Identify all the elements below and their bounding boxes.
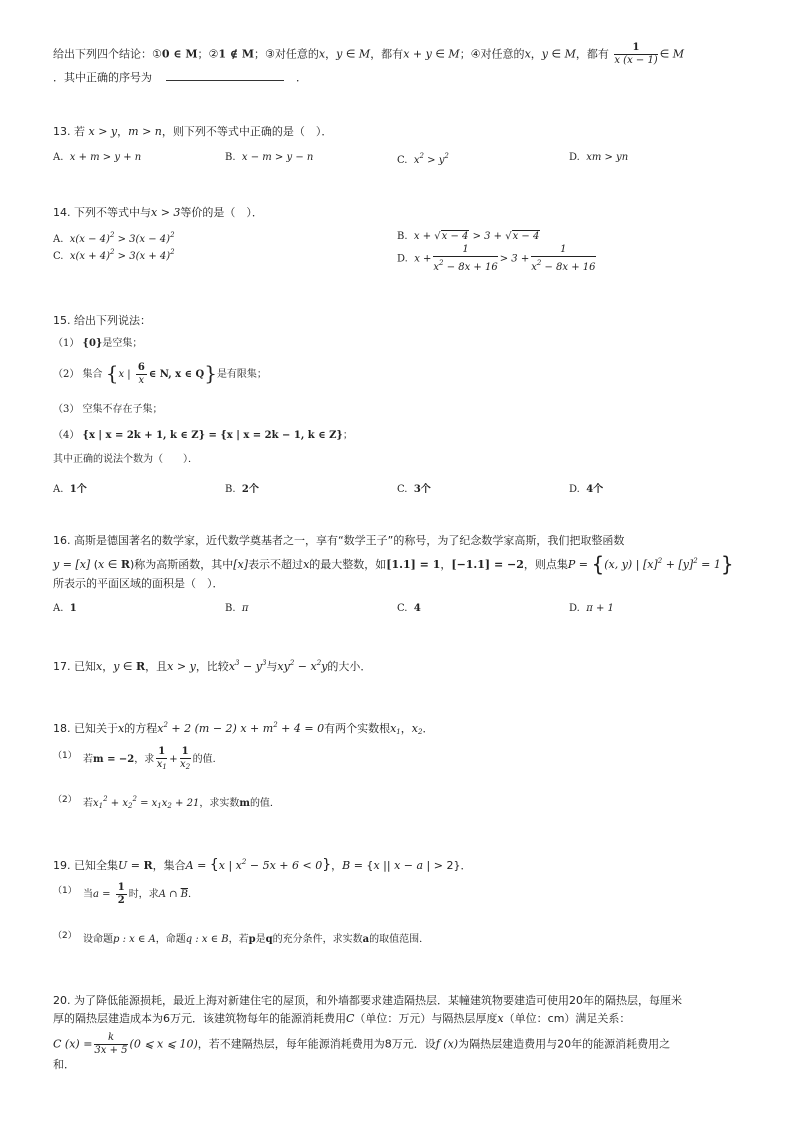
q15-item-2: （2） 集合 {x | $\frac{6}{x}$ ∈ N, x ∈ Q}是有限集； <box>53 361 267 386</box>
q15-item-1: （1） {0}是空集； <box>53 338 143 349</box>
question-20-line4: 和． <box>53 1058 75 1071</box>
question-17: 17. 已知x，y ∈ R，且x > y，比较$x^3 - y^3$与$xy^2 - x^2y$的大小． <box>53 659 372 673</box>
q15-option-d[interactable]: D. 4个 <box>569 484 604 495</box>
answer-blank[interactable] <box>166 70 284 81</box>
q13-option-a[interactable]: A. x + m > y + n <box>53 152 142 163</box>
q15-item-3: （3） 空集不存在子集； <box>53 404 163 415</box>
q13-option-c[interactable]: C. $x^2 > y^2$ <box>397 152 449 166</box>
q13-option-b[interactable]: B. x − m > y − n <box>225 152 314 163</box>
intro-line1: 给出下列四个结论：① <box>53 47 162 61</box>
q16-option-d[interactable]: D. π + 1 <box>569 603 614 614</box>
q13-option-d[interactable]: D. xm > yn <box>569 152 629 163</box>
question-15-stem: 15. 给出下列说法： <box>53 314 151 327</box>
q15-item-4: （4） {x | x = 2k + 1, k ∈ Z} = {x | x = 2k − 1, k ∈ Z}； <box>53 430 353 441</box>
question-19-stem: 19. 已知全集U = R，集合A = {x | $x^2 - 5x + 6 < 0$}，B = {x || x − a | > 2}． <box>53 857 472 873</box>
q15-conclusion: 其中正确的说法个数为（ ）． <box>53 454 198 465</box>
question-20-line2: 厚的隔热层建造成本为6万元．该建筑物每年的能源消耗费用C（单位：万元）与隔热层厚度x（单位：cm）满足关系： <box>53 1012 631 1025</box>
q14-option-a[interactable]: A. $x(x - 4)^2 > 3(x - 4)^2$ <box>53 231 175 245</box>
q15-option-a[interactable]: A. 1个 <box>53 484 87 495</box>
q16-option-a[interactable]: A. 1 <box>53 603 77 614</box>
q14-option-b[interactable]: B. x + √x − 4 > 3 + √x − 4 <box>397 231 540 242</box>
question-14-stem: 14. 下列不等式中与x > 3等价的是（ ）． <box>53 206 263 219</box>
q14-option-d[interactable]: D. x + $\frac{1}{x^2 - 8x + 16}$ > 3 + $\frac{1}{x^2 - 8x + 16}$ <box>397 244 596 273</box>
q18-part-2: （2） 若$x_1^2 + x_2^2 = x_1x_2 + 21$，求实数m的值． <box>53 795 280 810</box>
question-20-line1: 20. 为了降低能源损耗，最近上海对新建住宅的屋顶，和外墙都要求建造隔热层．某幢建筑物要建造可使用20年的隔热层，每厘米 <box>53 994 682 1007</box>
question-13-stem: 13. 若 x > y，m > n，则下列不等式中正确的是（ ）． <box>53 125 333 138</box>
question-16-line1: 16. 高斯是德国著名的数学家，近代数学奠基者之一，享有“数学王子”的称号，为了纪念数学家高斯，我们把取整函数 <box>53 534 625 547</box>
q14-option-c[interactable]: C. $x(x + 4)^2 > 3(x + 4)^2$ <box>53 248 175 262</box>
fraction: $\frac{1}{x (x - 1)}$ <box>614 42 658 66</box>
q15-option-b[interactable]: B. 2个 <box>225 484 259 495</box>
question-20-line3: C (x) = $\frac{k}{3x + 5}$ (0 ⩽ x ⩽ 10)，若不建隔热层，每年能源消耗费用为8万元．设f (x)为隔热层建造费用与20年的能源消耗费用之 <box>53 1032 671 1056</box>
intro-question: 给出下列四个结论：①0 ∈ M；②1 ∉ M；③对任意的x，y ∈ M，都有x + y ∈ M；④对任意的x，y ∈ M，都有 $\frac{1}{x (x - 1)}$ ∈ M <box>53 42 685 66</box>
question-18-stem: 18. 已知关于x的方程$x^2 + 2$ (m − 2) $x + m^2 + 4 = 0$有两个实数根$x_1$，$x_2$． <box>53 721 434 736</box>
q16-option-c[interactable]: C. 4 <box>397 603 421 614</box>
question-16-line2: y = [x] (x ∈ R)称为高斯函数，其中[x]表示不超过x的最大整数，如[1.1] = 1，[−1.1] = −2，则点集P = {(x, y) | $[x]^2 + [y]^2 = 1$} <box>53 552 734 576</box>
question-16-line3: 所表示的平面区域的面积是（ ）． <box>53 577 224 590</box>
q18-part-1: （1） 若m = −2，求 $\frac{1}{x_1}$ + $\frac{1}{x_2}$ 的值． <box>53 746 223 771</box>
q16-option-b[interactable]: B. π <box>225 603 249 614</box>
intro-answer-line: ．其中正确的序号为 ． <box>53 71 307 84</box>
q19-part-2: （2） 设命题p : x ∈ A，命题q : x ∈ B，若p是q的充分条件，求实数a的取值范围． <box>53 931 430 945</box>
q19-part-1: （1） 当a = $\frac{1}{2}$ 时，求A ∩ $\overline{B}$． <box>53 882 199 906</box>
q15-option-c[interactable]: C. 3个 <box>397 484 431 495</box>
